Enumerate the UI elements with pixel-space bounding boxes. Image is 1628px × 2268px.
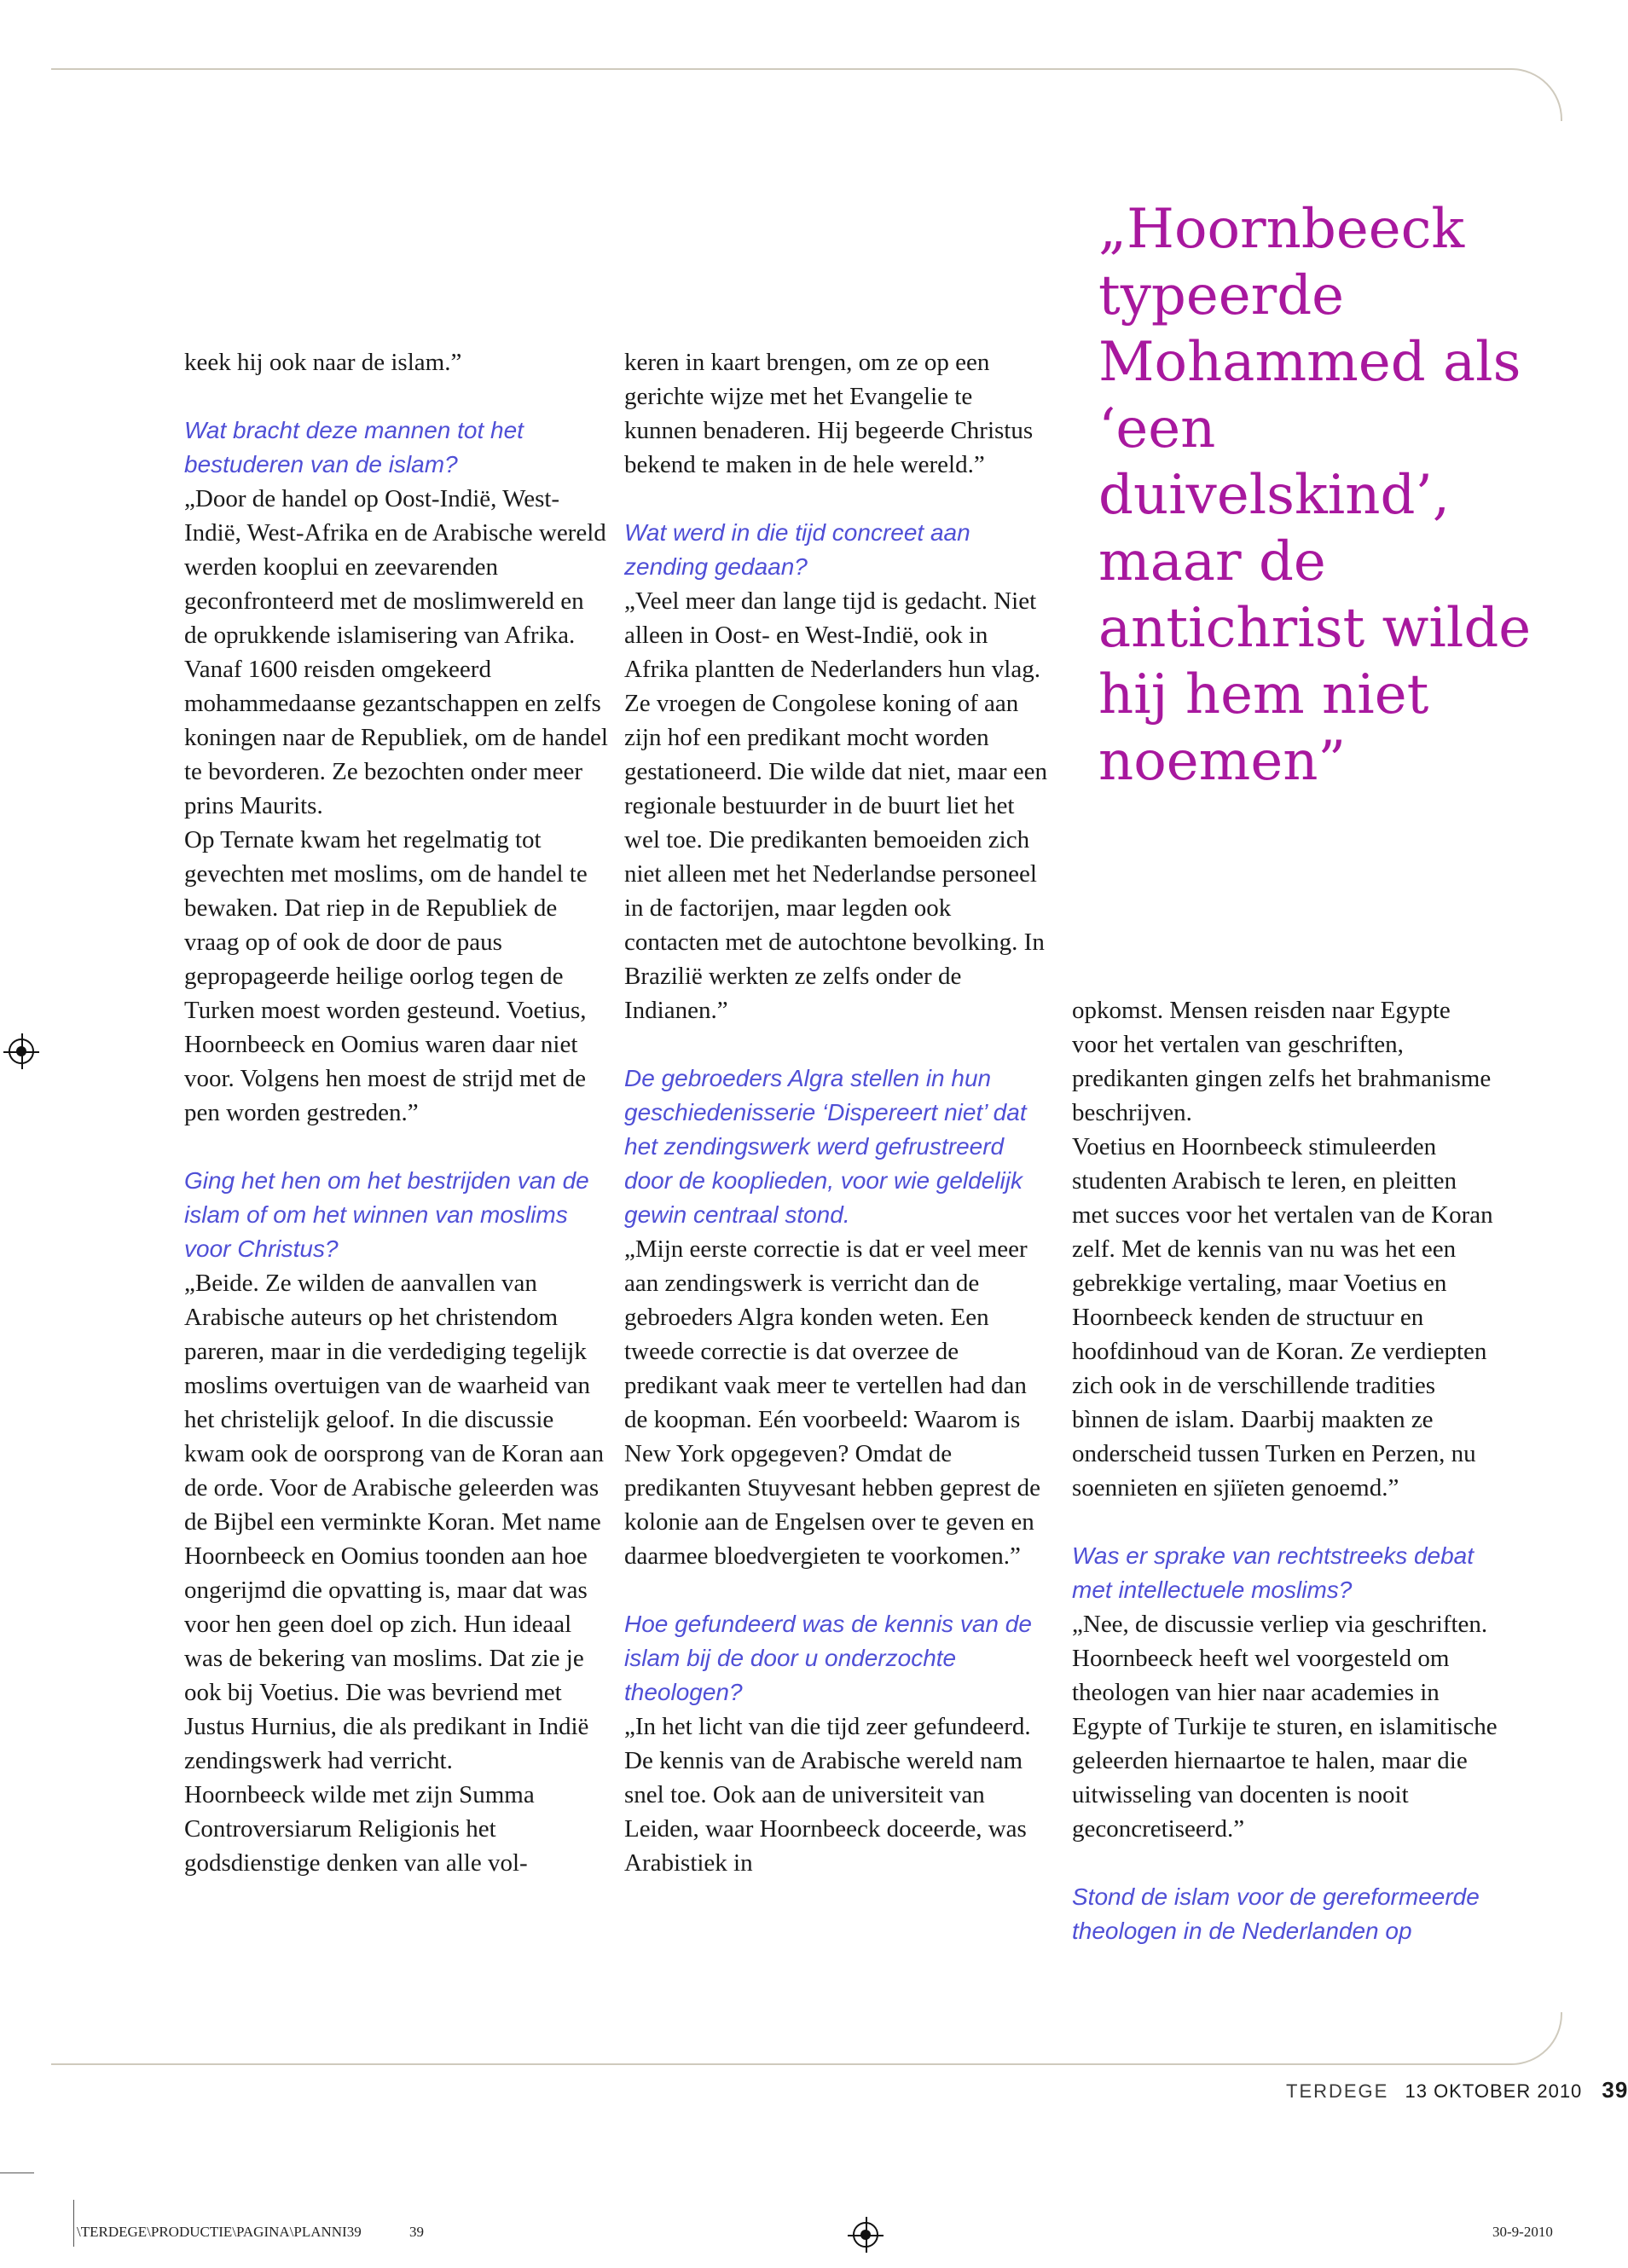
- crop-mark: [73, 2200, 74, 2247]
- paragraph: „In het licht van die tijd zeer gefundeerd. De kennis van de Arabische wereld nam snel toe. Ook aan de universiteit van Leiden, waar Hoornbeeck doceerde, was Arabistiek in: [624, 1713, 1031, 1877]
- page-frame-top: [51, 68, 1562, 121]
- interview-question: Stond de islam voor de gereformeerde theologen in de Nederlanden op: [1072, 1883, 1480, 1944]
- slug-path: \TERDEGE\PRODUCTIE\PAGINA\PLANNI39: [77, 2224, 362, 2240]
- paragraph: „Veel meer dan lange tijd is gedacht. Niet alleen in Oost- en West-Indië, ook in Afrika plantten de Nederlanders hun vlag. Ze vroegen de Congolese koning of aan zijn hof een predikant mocht worden gestationeerd. Die wilde dat niet, maar een regionale bestuurder in de buurt liet het wel toe. Die predikanten bemoeiden zich niet alleen met het Nederlandse personeel in de factorijen, maar legden ook contacten met de autochtone bevolking. In Brazilië werkten ze zelfs onder de Indianen.”: [624, 587, 1048, 1024]
- interview-question: Ging het hen om het bestrijden van de islam of om het winnen van moslims voor Christus?: [184, 1167, 589, 1262]
- interview-question: Wat bracht deze mannen tot het bestuderen van de islam?: [184, 417, 524, 477]
- article-column-2: [624, 345, 1051, 1880]
- page-frame-bottom: [51, 2012, 1562, 2065]
- issue-date: 13 OKTOBER 2010: [1405, 2080, 1583, 2102]
- slug-date: 30-9-2010: [1492, 2224, 1553, 2240]
- page-number: 39: [1602, 2077, 1628, 2103]
- interview-question: Hoe gefundeerd was de kennis van de islam bij de door u onderzochte theologen?: [624, 1611, 1032, 1705]
- interview-question: Was er sprake van rechtstreeks debat met intellectuele moslims?: [1072, 1542, 1474, 1603]
- interview-question: Wat werd in die tijd concreet aan zending gedaan?: [624, 519, 970, 580]
- slug-page: 39: [409, 2224, 424, 2240]
- article-column-3: [1072, 993, 1498, 1948]
- pull-quote: „Hoornbeeck typeerde Mohammed als ‘een duivelskind’, maar de antichrist wilde hij hem niet noemen”: [1098, 198, 1532, 793]
- page-footer: [1286, 2077, 1628, 2103]
- magazine-name: TERDEGE: [1286, 2080, 1389, 2102]
- paragraph: keren in kaart brengen, om ze op een gerichte wijze met het Evangelie te kunnen benaderen. Hij begeerde Christus bekend te maken in de hele wereld.”: [624, 349, 1034, 478]
- paragraph: Voetius en Hoornbeeck stimuleerden studenten Arabisch te leren, en pleitten met succes voor het vertalen van de Koran zelf. Met de kennis van nu was het een gebrekkige vertaling, maar Voetius en Hoornbeeck kenden de structuur en hoofdinhoud van de Koran. Ze verdiepten zich ook in de verschillende tradities bìnnen de islam. Daarbij maakten ze onderscheid tussen Turken en Perzen, nu soennieten en sjiïeten genoemd.”: [1072, 1133, 1493, 1501]
- registration-mark-icon: [9, 1039, 34, 1064]
- paragraph: Hoornbeeck wilde met zijn Summa Controversiarum Religionis het godsdienstige denken van alle vol-: [184, 1781, 535, 1877]
- article-column-1: [184, 345, 611, 1880]
- paragraph: opkomst. Mensen reisden naar Egypte voor het vertalen van geschriften, predikanten gingen zelfs het brahmanisme beschrijven.: [1072, 997, 1492, 1126]
- paragraph: keek hij ook naar de islam.”: [184, 349, 462, 376]
- paragraph: „Nee, de discussie verliep via geschriften. Hoornbeeck heeft wel voorgesteld om theologen van hier naar academies in Egypte of Turkije te sturen, en islamitische geleerden hiernaartoe te halen, maar die uitwisseling van docenten is nooit geconcretiseerd.”: [1072, 1611, 1498, 1843]
- interview-question: De gebroeders Algra stellen in hun geschiedenisserie ‘Dispereert niet’ dat het zendingswerk werd gefrustreerd door de kooplieden, voor wie geldelijk gewin centraal stond.: [624, 1065, 1027, 1228]
- registration-mark-icon: [853, 2222, 878, 2248]
- paragraph: „Mijn eerste correctie is dat er veel meer aan zendingswerk is verricht dan de gebroeders Algra konden weten. Een tweede correctie is dat overzee de predikant vaak meer te vertellen had dan de koopman. Eén voorbeeld: Waarom is New York opgegeven? Omdat de predikanten Stuyvesant hebben geprest de kolonie aan de Engelsen over te geven en daarmee bloedvergieten te voorkomen.”: [624, 1235, 1041, 1570]
- paragraph: „Door de handel op Oost-Indië, West-Indië, West-Afrika en de Arabische wereld werden kooplui en zeevarenden geconfronteerd met de moslimwereld en de oprukkende islamisering van Afrika. Vanaf 1600 reisden omgekeerd mohammedaanse gezantschappen en zelfs koningen naar de Republiek, om de handel te bevorderen. Ze bezochten onder meer prins Maurits.: [184, 485, 608, 819]
- paragraph: „Beide. Ze wilden de aanvallen van Arabische auteurs op het christendom pareren, maar in die verdediging tegelijk moslims overtuigen van de waarheid van het christelijk geloof. In die discussie kwam ook de oorsprong van de Koran aan de orde. Voor de Arabische geleerden was de Bijbel een verminkte Koran. Met name Hoornbeeck en Oomius toonden aan hoe ongerijmd die opvatting is, maar dat was voor hen geen doel op zich. Hun ideaal was de bekering van moslims. Dat zie je ook bij Voetius. Die was bevriend met Justus Hurnius, die als predikant in Indië zendingswerk had verricht.: [184, 1270, 605, 1774]
- paragraph: Op Ternate kwam het regelmatig tot gevechten met moslims, om de handel te bewaken. Dat riep in de Republiek de vraag op of ook de door de paus gepropageerde heilige oorlog tegen de Turken moest worden gesteund. Voetius, Hoornbeeck en Oomius waren daar niet voor. Volgens hen moest de strijd met de pen worden gestreden.”: [184, 826, 588, 1126]
